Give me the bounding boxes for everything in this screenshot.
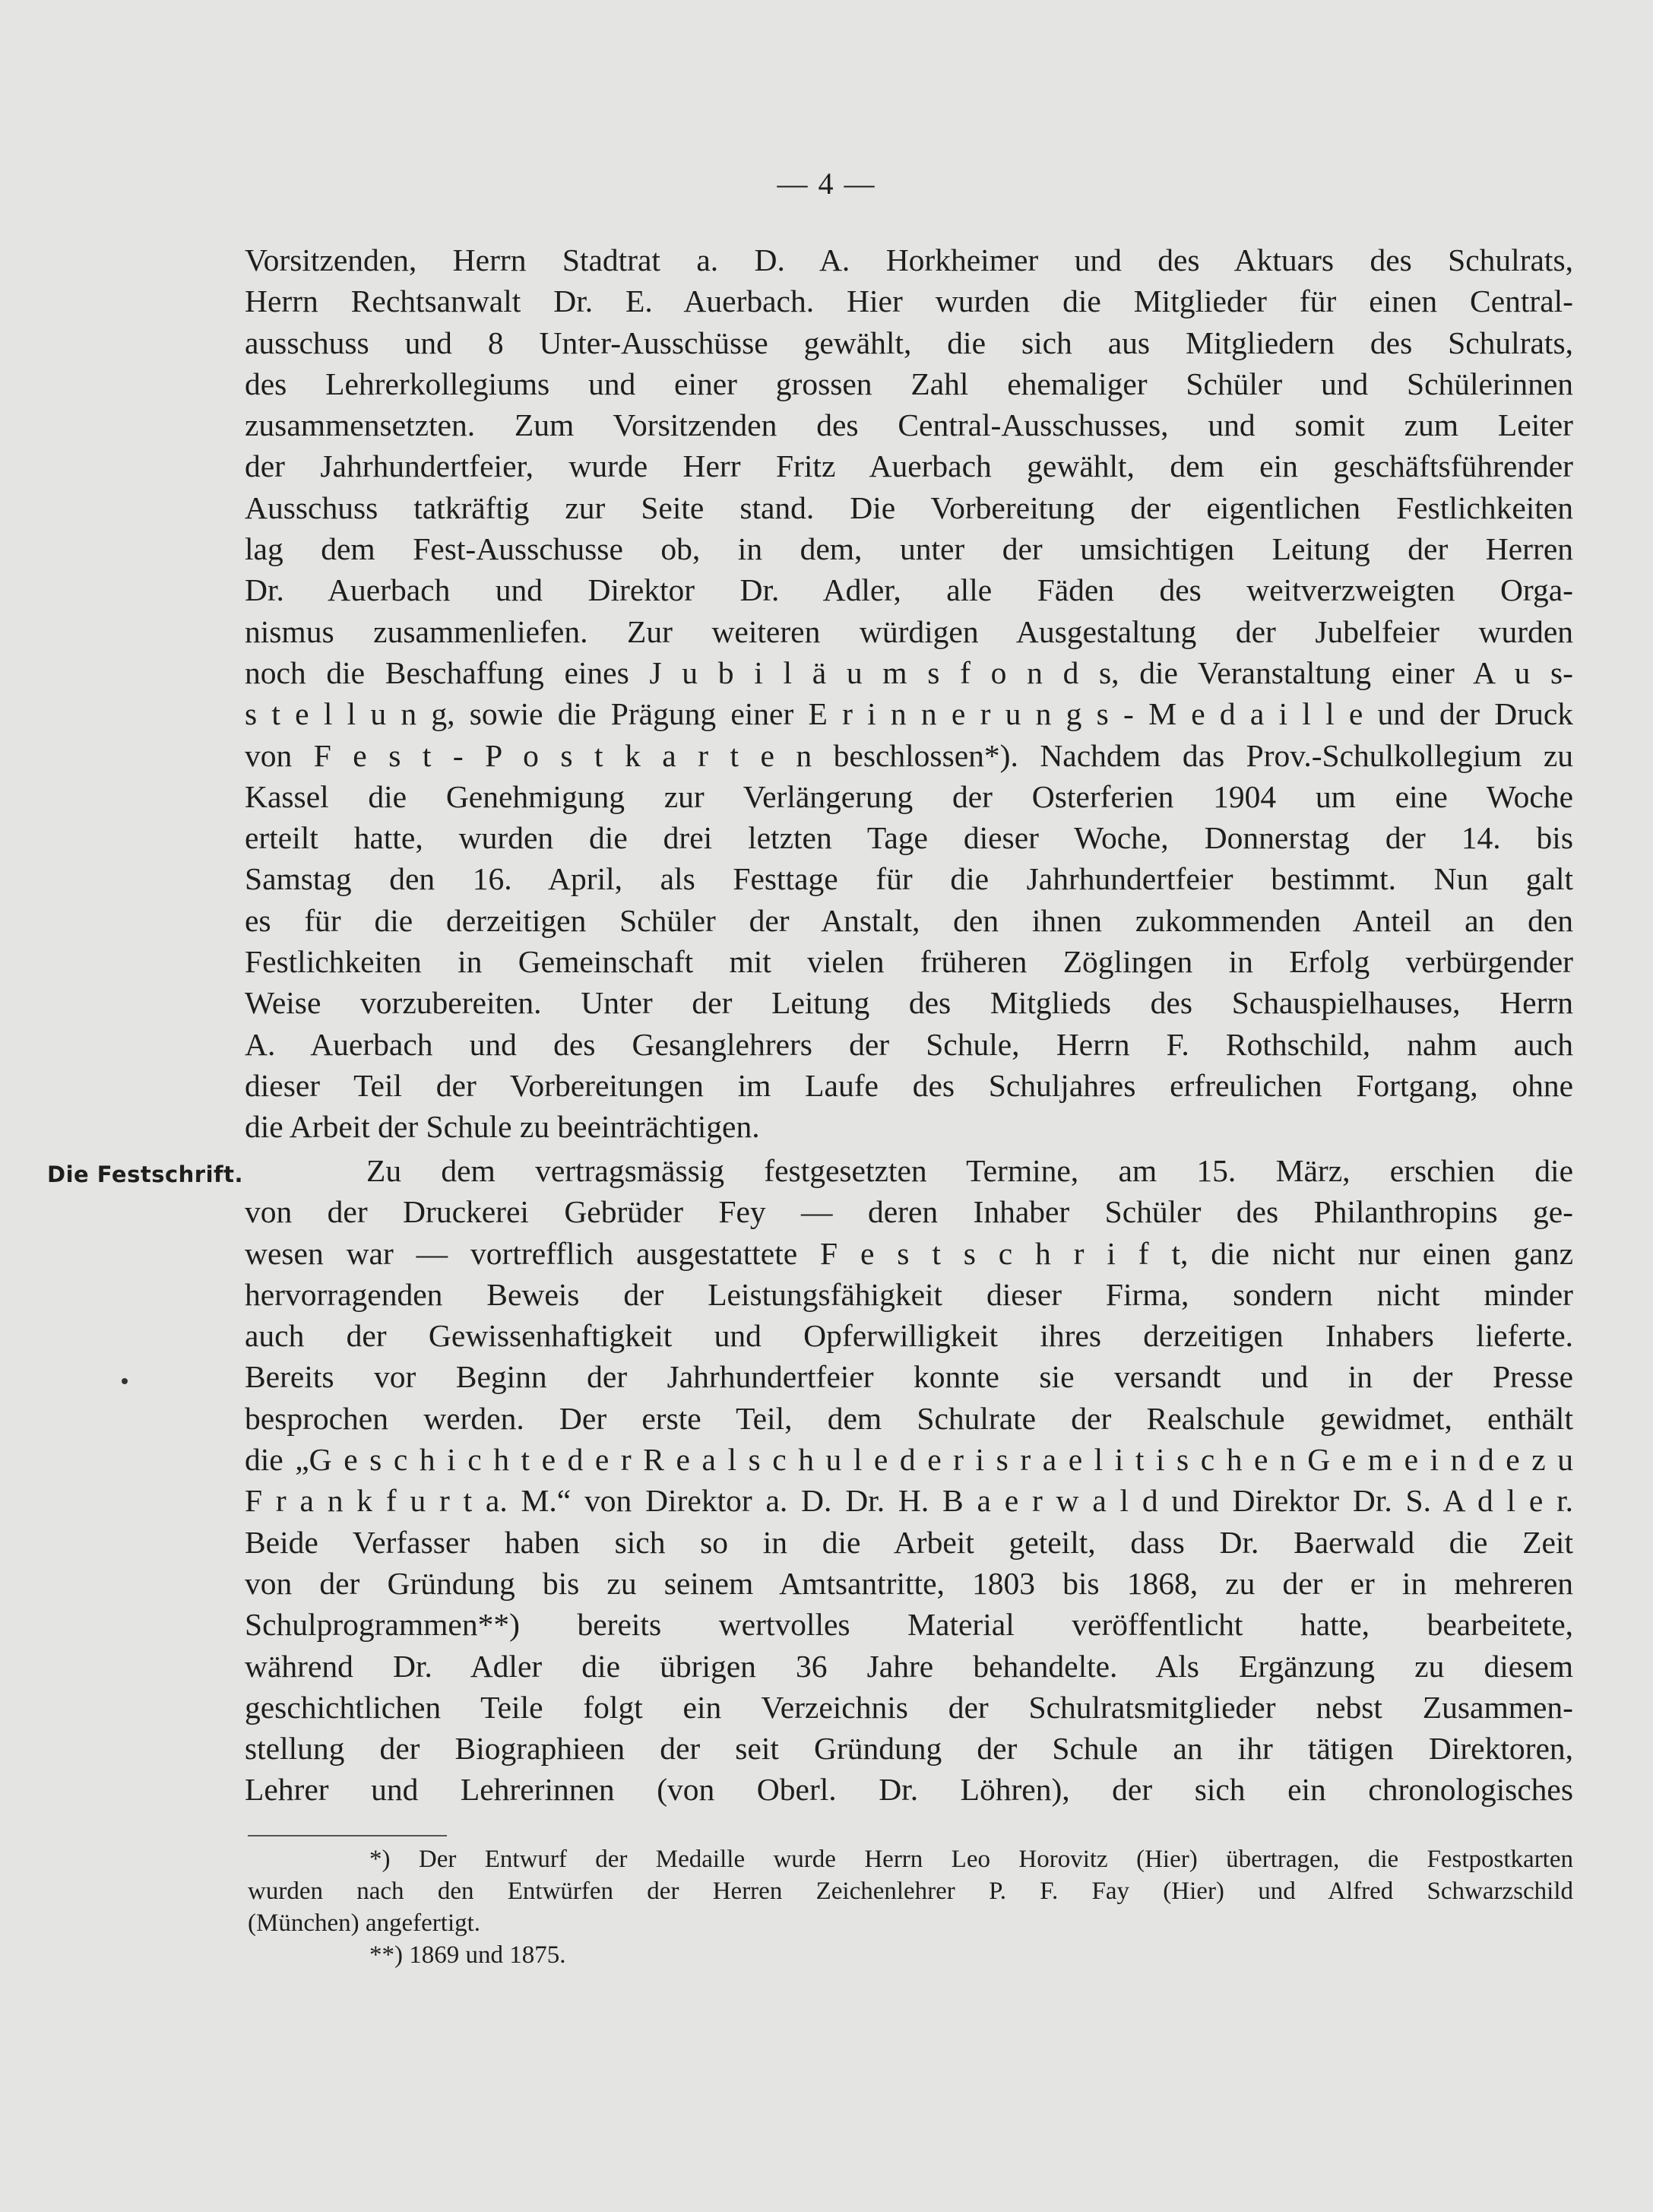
text-line: noch die Beschaffung eines J u b i l ä u m s f o n d s, die Veranstaltung einer A u s-	[245, 654, 1573, 690]
text-line: der Jahrhundertfeier, wurde Herr Fritz Auerbach gewählt, dem ein geschäftsführender	[245, 448, 1573, 484]
stray-mark	[122, 1378, 128, 1384]
text-line: Dr. Auerbach und Direktor Dr. Adler, alle Fäden des weitverzweigten Orga-	[245, 572, 1573, 608]
main-paragraph-1	[245, 239, 1573, 1148]
text-line: s t e l l u n g, sowie die Prägung einer E r i n n e r u n g s - M e d a i l l e und der Druck	[245, 696, 1573, 732]
footnotes	[248, 1843, 1573, 1971]
text-line: die Arbeit der Schule zu beeinträchtigen.	[245, 1109, 760, 1145]
text-line: nismus zusammenliefen. Zur weiteren würdigen Ausgestaltung der Jubelfeier wurden	[245, 613, 1573, 649]
margin-note-festschrift: Die Festschrift.	[47, 1161, 244, 1187]
text-line: Weise vorzubereiten. Unter der Leitung des Mitglieds des Schauspielhauses, Herrn	[245, 985, 1573, 1021]
text-line: Schulprogrammen**) bereits wertvolles Material veröffentlicht hatte, bearbeitete,	[245, 1607, 1573, 1643]
text-line: hervorragenden Beweis der Leistungsfähigkeit dieser Firma, sondern nicht minder	[245, 1276, 1573, 1312]
text-line: des Lehrerkollegiums und einer grossen Zahl ehemaliger Schüler und Schülerinnen	[245, 366, 1573, 401]
text-line: Beide Verfasser haben sich so in die Arbeit geteilt, dass Dr. Baerwald die Zeit	[245, 1524, 1573, 1560]
footnote-line: (München) angefertigt.	[248, 1909, 481, 1937]
text-line: während Dr. Adler die übrigen 36 Jahre behandelte. Als Ergänzung zu diesem	[245, 1648, 1573, 1684]
page-number: — 4 —	[777, 166, 876, 201]
text-line: lag dem Fest-Ausschusse ob, in dem, unter der umsichtigen Leitung der Herren	[245, 531, 1573, 567]
text-line: Bereits vor Beginn der Jahrhundertfeier konnte sie versandt und in der Presse	[245, 1359, 1573, 1395]
text-line: Kassel die Genehmigung zur Verlängerung der Osterferien 1904 um eine Woche	[245, 778, 1573, 814]
text-line: von der Druckerei Gebrüder Fey — deren Inhaber Schüler des Philanthropins ge-	[245, 1194, 1573, 1230]
text-line: geschichtlichen Teile folgt ein Verzeichnis der Schulratsmitglieder nebst Zusammen-	[245, 1689, 1573, 1725]
text-line: besprochen werden. Der erste Teil, dem Schulrate der Realschule gewidmet, enthält	[245, 1400, 1573, 1436]
text-line: von der Gründung bis zu seinem Amtsantritte, 1803 bis 1868, zu der er in mehreren	[245, 1565, 1573, 1601]
text-line: Festlichkeiten in Gemeinschaft mit vielen früheren Zöglingen in Erfolg verbürgender	[245, 944, 1573, 980]
text-line: Herrn Rechtsanwalt Dr. E. Auerbach. Hier wurden die Mitglieder für einen Central-	[245, 284, 1573, 319]
text-line: zusammensetzten. Zum Vorsitzenden des Central-Ausschusses, und somit zum Leiter	[245, 407, 1573, 443]
text-line: die „G e s c h i c h t e d e r R e a l s c h u l e d e r i s r a e l i t i s c h e n G e m e i n d e z u	[245, 1442, 1573, 1478]
text-line: A. Auerbach und des Gesanglehrers der Schule, Herrn F. Rothschild, nahm auch	[245, 1026, 1573, 1062]
text-line: es für die derzeitigen Schüler der Anstalt, den ihnen zukommenden Anteil an den	[245, 902, 1573, 938]
text-line: auch der Gewissenhaftigkeit und Opferwilligkeit ihres derzeitigen Inhabers lieferte.	[245, 1318, 1573, 1354]
footnote-line: wurden nach den Entwürfen der Herren Zeichenlehrer P. F. Fay (Hier) und Alfred Schwarzschild	[248, 1878, 1573, 1905]
footnote-divider	[248, 1835, 447, 1836]
text-line: ausschuss und 8 Unter-Ausschüsse gewählt, die sich aus Mitgliedern des Schulrats,	[245, 325, 1573, 360]
text-line: erteilt hatte, wurden die drei letzten Tage dieser Woche, Donnerstag der 14. bis	[245, 820, 1573, 856]
footnote-line: *) Der Entwurf der Medaille wurde Herrn Leo Horovitz (Hier) übertragen, die Festpostkarten	[369, 1846, 1573, 1873]
text-line: von F e s t - P o s t k a r t e n beschlossen*). Nachdem das Prov.-Schulkollegium zu	[245, 737, 1573, 773]
footnote-line: **) 1869 und 1875.	[369, 1941, 566, 1969]
text-line: Ausschuss tatkräftig zur Seite stand. Die Vorbereitung der eigentlichen Festlichkeiten	[245, 490, 1573, 525]
text-line: Vorsitzenden, Herrn Stadtrat a. D. A. Horkheimer und des Aktuars des Schulrats,	[245, 242, 1573, 277]
text-line: stellung der Biographieen der seit Gründung der Schule an ihr tätigen Direktoren,	[245, 1731, 1573, 1767]
text-line: F r a n k f u r t a. M.“ von Direktor a. D. Dr. H. B a e r w a l d und Direktor Dr. S. A d l e r.	[245, 1483, 1573, 1519]
text-line: wesen war — vortrefflich ausgestattete F e s t s c h r i f t, die nicht nur einen ganz	[245, 1235, 1573, 1271]
main-paragraph-2	[245, 1150, 1573, 1811]
text-line: dieser Teil der Vorbereitungen im Laufe des Schuljahres erfreulichen Fortgang, ohne	[245, 1067, 1573, 1103]
text-line: Samstag den 16. April, als Festtage für die Jahrhundertfeier bestimmt. Nun galt	[245, 861, 1573, 897]
text-line: Lehrer und Lehrerinnen (von Oberl. Dr. Löhren), der sich ein chronologisches	[245, 1772, 1573, 1808]
text-line: Zu dem vertragsmässig festgesetzten Termine, am 15. März, erschien die	[366, 1153, 1573, 1188]
